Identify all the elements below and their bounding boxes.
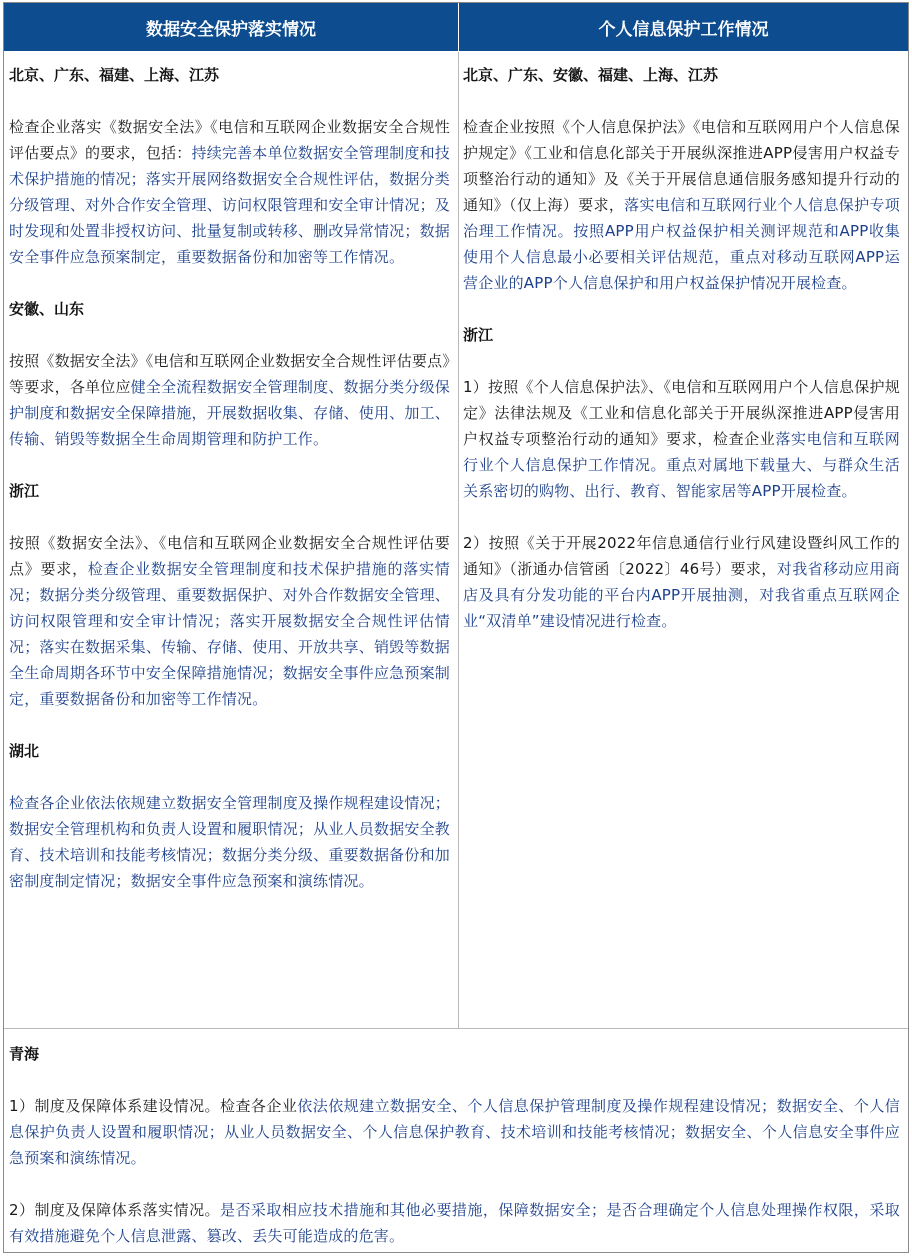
header-personal-info: 个人信息保护工作情况 [598, 19, 769, 40]
personal-info-column [459, 52, 908, 1028]
qinghai-item-1: 1）制度及保障体系建设情况。检查各企业依法依规建立数据安全、个人信息保护管理制度及操作规程建设情况；数据安全、个人信息保护负责人设置和履职情况；从业人员数据安全、个人信息保护教育、技术培训和技能考核情况；数据安全、个人信息安全事件应急预案和演练情况。 [9, 1097, 900, 1167]
policy-table [3, 2, 909, 1253]
region-text: 检查企业落实《数据安全法》《电信和互联网企业数据安全合规性评估要点》的要求，包括：持续完善本单位数据安全管理制度和技术保护措施的情况；落实开展网络数据安全合规性评估，数据分类分级管理、对外合作安全管理、访问权限管理和安全审计情况；及时发现和处置非授权访问、批量复制或转移、删改异常情况；数据安全事件应急预案制定，重要数据备份和加密等工作情况。 [9, 118, 450, 266]
qinghai-row [4, 1028, 908, 1252]
region-text: 按照《数据安全法》《电信和互联网企业数据安全合规性评估要点》等要求，各单位应健全全流程数据安全管理制度、数据分类分级保护制度和数据安全保障措施，开展数据收集、存储、使用、加工、传输、销毁等数据全生命周期管理和防护工作。 [9, 352, 451, 448]
region-heading: 浙江 [463, 326, 494, 344]
region-text: 1）按照《个人信息保护法》、《电信和互联网用户个人信息保护规定》法律法规及《工业和信息化部关于开展纵深推进APP侵害用户权益专项整治行动的通知》要求，检查企业落实电信和互联网行业个人信息保护工作情况。重点对属地下载量大、与群众生活关系密切的购物、出行、教育、智能家居等APP开展检查。 [463, 378, 900, 500]
region-heading: 浙江 [9, 482, 40, 500]
qinghai-item-2: 2）制度及保障体系落实情况。是否采取相应技术措施和其他必要措施，保障数据安全；是否合理确定个人信息处理操作权限，采取有效措施避免个人信息泄露、篡改、丢失可能造成的危害。 [9, 1201, 900, 1245]
region-text: 检查各企业依法依规建立数据安全管理制度及操作规程建设情况；数据安全管理机构和负责人设置和履职情况；从业人员数据安全教育、技术培训和技能考核情况；数据分类分级、重要数据备份和加密制度制定情况；数据安全事件应急预案和演练情况。 [9, 794, 450, 890]
region-heading: 青海 [9, 1045, 40, 1063]
region-heading: 北京、广东、福建、上海、江苏 [9, 66, 220, 84]
region-text: 2）按照《关于开展2022年信息通信行业行风建设暨纠风工作的通知》（浙通办信管函〔2022〕46号）要求，对我省移动应用商店及具有分发功能的平台内APP开展抽测，对我省重点互联网企业“双清单”建设情况进行检查。 [463, 534, 900, 630]
region-text: 检查企业按照《个人信息保护法》《电信和互联网用户个人信息保护规定》《工业和信息化部关于开展纵深推进APP侵害用户权益专项整治行动的通知》及《关于开展信息通信服务感知提升行动的通知》（仅上海）要求，落实电信和互联网行业个人信息保护专项治理工作情况。按照APP用户权益保护相关测评规范和APP收集使用个人信息最小必要相关评估规范，重点对移动互联网APP运营企业的APP个人信息保护和用户权益保护情况开展检查。 [463, 118, 900, 292]
region-heading: 北京、广东、安徽、福建、上海、江苏 [463, 66, 719, 84]
table-header [4, 3, 908, 51]
region-text: 按照《数据安全法》、《电信和互联网企业数据安全合规性评估要点》要求，检查企业数据安全管理制度和技术保护措施的落实情况；数据分类分级管理、重要数据保护、对外合作数据安全管理、访问权限管理和安全审计情况；落实开展数据安全合规性评估情况；落实在数据采集、传输、存储、使用、开放共享、销毁等数据全生命周期各环节中安全保障措施情况；数据安全事件应急预案制定，重要数据备份和加密等工作情况。 [9, 534, 450, 708]
region-heading: 安徽、山东 [9, 300, 85, 318]
data-security-column [4, 52, 459, 1028]
header-data-security: 数据安全保护落实情况 [4, 3, 459, 51]
region-heading: 湖北 [9, 742, 40, 760]
